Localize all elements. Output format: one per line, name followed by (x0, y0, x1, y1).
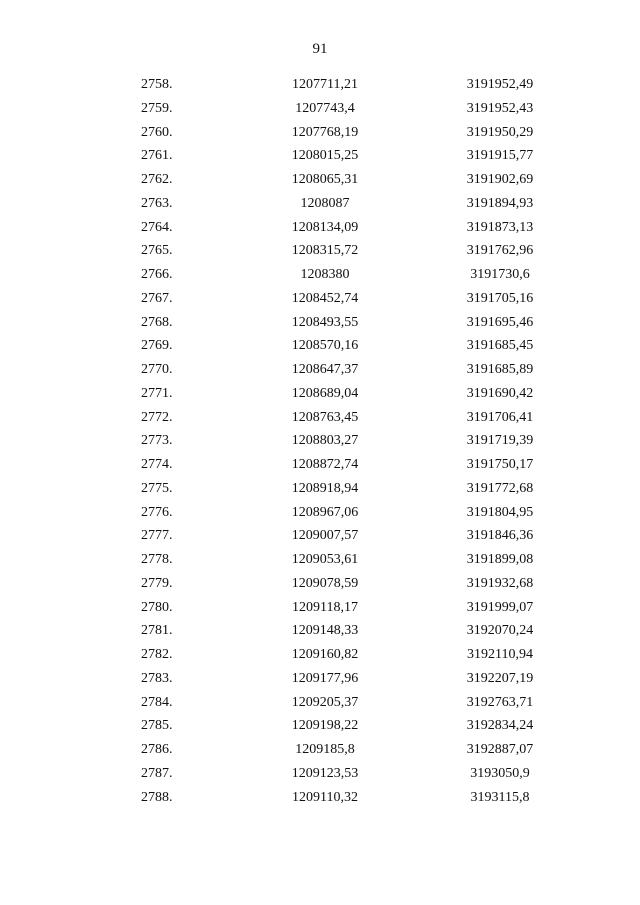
point-number: 2762. (141, 172, 173, 187)
table-row (0, 239, 640, 263)
x-coordinate: 1208315,72 (291, 243, 359, 259)
y-coordinate: 3191705,16 (466, 290, 534, 306)
spacer-cell (600, 429, 640, 453)
spacer-cell (600, 477, 640, 501)
x-coordinate: 1208872,74 (291, 457, 359, 472)
spacer-cell (600, 334, 640, 358)
x-coordinate: 1209123,53 (291, 765, 359, 781)
x-coordinate: 1209053,61 (291, 552, 359, 567)
table-row (0, 477, 640, 501)
y-coordinate: 3191685,45 (466, 338, 534, 354)
y-coordinate: 3191999,07 (466, 599, 534, 615)
table-row (0, 358, 640, 382)
table-row (0, 786, 640, 810)
spacer-cell (600, 453, 640, 477)
y-coordinate: 3191846,36 (466, 528, 534, 544)
table-row (0, 168, 640, 192)
x-coordinate: 1208763,45 (291, 409, 359, 425)
y-coordinate: 3191932,68 (466, 575, 534, 591)
table-row (0, 192, 640, 216)
point-number: 2786. (141, 742, 173, 757)
spacer-cell (600, 97, 640, 121)
y-coordinate: 3191685,89 (466, 362, 534, 377)
spacer-cell (600, 144, 640, 168)
spacer-cell (600, 287, 640, 311)
spacer-cell (600, 786, 640, 810)
point-number: 2767. (141, 290, 173, 306)
y-coordinate: 3193050,9 (470, 765, 530, 781)
x-coordinate: 1208689,04 (291, 385, 359, 401)
point-number: 2760. (141, 124, 173, 140)
table-row (0, 762, 640, 786)
y-coordinate: 3192834,24 (466, 718, 534, 734)
spacer-cell (600, 762, 640, 786)
spacer-cell (600, 524, 640, 548)
x-coordinate: 1207711,21 (292, 77, 358, 92)
point-number: 2777. (141, 528, 173, 544)
spacer-cell (600, 168, 640, 192)
point-number: 2779. (141, 575, 173, 591)
point-number: 2768. (141, 314, 173, 330)
table-row (0, 501, 640, 525)
point-number: 2787. (141, 765, 173, 781)
point-number: 2764. (141, 219, 173, 235)
point-number: 2785. (141, 718, 173, 734)
table-row (0, 596, 640, 620)
y-coordinate: 3191695,46 (466, 314, 534, 330)
y-coordinate: 3191750,17 (466, 457, 534, 472)
x-coordinate: 1208065,31 (291, 172, 359, 187)
x-coordinate: 1208967,06 (291, 504, 359, 520)
spacer-cell (600, 263, 640, 287)
spacer-cell (600, 382, 640, 406)
spacer-cell (600, 619, 640, 643)
x-coordinate: 1209118,17 (292, 599, 358, 615)
point-number: 2780. (141, 599, 173, 615)
spacer-cell (600, 192, 640, 216)
table-row (0, 406, 640, 430)
spacer-cell (600, 406, 640, 430)
table-row (0, 97, 640, 121)
x-coordinate: 1209160,82 (291, 647, 359, 662)
point-number: 2765. (141, 243, 173, 259)
spacer-cell (600, 311, 640, 335)
y-coordinate: 3192070,24 (466, 623, 534, 639)
table-row (0, 714, 640, 738)
spacer-cell (600, 643, 640, 667)
table-row (0, 738, 640, 762)
y-coordinate: 3191952,43 (466, 100, 534, 116)
y-coordinate: 3191690,42 (466, 385, 534, 401)
point-number: 2766. (141, 267, 173, 282)
table-row (0, 429, 640, 453)
x-coordinate: 1208134,09 (291, 219, 359, 235)
y-coordinate: 3191719,39 (466, 433, 534, 449)
table-row (0, 73, 640, 97)
point-number: 2773. (141, 433, 173, 449)
table-row (0, 216, 640, 240)
point-number: 2761. (141, 148, 173, 164)
spacer-cell (600, 121, 640, 145)
spacer-cell (600, 738, 640, 762)
y-coordinate: 3192887,07 (466, 742, 534, 757)
table-row (0, 144, 640, 168)
point-number: 2759. (141, 100, 173, 116)
point-number: 2774. (141, 457, 173, 472)
table-row (0, 121, 640, 145)
table-row (0, 643, 640, 667)
spacer-cell (600, 596, 640, 620)
table-row (0, 287, 640, 311)
y-coordinate: 3193115,8 (470, 789, 530, 805)
y-coordinate: 3192763,71 (466, 694, 534, 710)
point-number: 2788. (141, 789, 173, 805)
table-row (0, 619, 640, 643)
table-row (0, 524, 640, 548)
spacer-cell (600, 572, 640, 596)
y-coordinate: 3191873,13 (466, 219, 534, 235)
point-number: 2769. (141, 338, 173, 354)
spacer-cell (600, 714, 640, 738)
point-number: 2770. (141, 362, 173, 377)
table-row (0, 453, 640, 477)
point-number: 2778. (141, 552, 173, 567)
point-number: 2758. (141, 77, 173, 92)
y-coordinate: 3191902,69 (466, 172, 534, 187)
y-coordinate: 3191804,95 (466, 504, 534, 520)
x-coordinate: 1207743,4 (295, 100, 355, 116)
x-coordinate: 1208087 (300, 195, 350, 211)
y-coordinate: 3191915,77 (466, 148, 534, 164)
x-coordinate: 1208918,94 (291, 480, 359, 496)
point-number: 2784. (141, 694, 173, 710)
x-coordinate: 1209148,33 (291, 623, 359, 639)
spacer-cell (600, 73, 640, 97)
table-row (0, 334, 640, 358)
table-row (0, 572, 640, 596)
x-coordinate: 1208647,37 (291, 362, 359, 377)
x-coordinate: 1208570,16 (291, 338, 359, 354)
coordinates-table-body (0, 73, 640, 809)
y-coordinate: 3192110,94 (467, 647, 533, 662)
y-coordinate: 3191772,68 (466, 480, 534, 496)
x-coordinate: 1209205,37 (291, 694, 359, 710)
table-row (0, 263, 640, 287)
point-number: 2775. (141, 480, 173, 496)
point-number: 2763. (141, 195, 173, 211)
x-coordinate: 1208380 (300, 267, 350, 282)
spacer-cell (600, 216, 640, 240)
x-coordinate: 1208493,55 (291, 314, 359, 330)
spacer-cell (600, 548, 640, 572)
point-number: 2776. (141, 504, 173, 520)
x-coordinate: 1209110,32 (292, 789, 358, 805)
x-coordinate: 1209007,57 (291, 528, 359, 544)
point-number: 2781. (141, 623, 173, 639)
x-coordinate: 1209177,96 (291, 670, 359, 686)
point-number: 2771. (141, 385, 173, 401)
point-number: 2783. (141, 670, 173, 686)
y-coordinate: 3191730,6 (470, 267, 530, 282)
x-coordinate: 1209198,22 (291, 718, 359, 734)
x-coordinate: 1208452,74 (291, 290, 359, 306)
y-coordinate: 3191894,93 (466, 195, 534, 211)
table-row (0, 311, 640, 335)
y-coordinate: 3191950,29 (466, 124, 534, 140)
spacer-cell (600, 239, 640, 263)
x-coordinate: 1207768,19 (291, 124, 359, 140)
point-number: 2772. (141, 409, 173, 425)
y-coordinate: 3191899,08 (466, 552, 534, 567)
x-coordinate: 1208015,25 (291, 148, 359, 164)
y-coordinate: 3192207,19 (466, 670, 534, 686)
x-coordinate: 1208803,27 (291, 433, 359, 449)
table-row (0, 667, 640, 691)
spacer-cell (600, 667, 640, 691)
table-row (0, 691, 640, 715)
x-coordinate: 1209185,8 (295, 742, 355, 757)
x-coordinate: 1209078,59 (291, 575, 359, 591)
y-coordinate: 3191762,96 (466, 243, 534, 259)
page-number: 91 (312, 41, 328, 57)
spacer-cell (600, 691, 640, 715)
y-coordinate: 3191952,49 (466, 77, 534, 92)
point-number: 2782. (141, 647, 173, 662)
table-row (0, 382, 640, 406)
spacer-cell (600, 358, 640, 382)
y-coordinate: 3191706,41 (466, 409, 534, 425)
table-row (0, 548, 640, 572)
coordinates-table (0, 73, 640, 809)
spacer-cell (600, 501, 640, 525)
